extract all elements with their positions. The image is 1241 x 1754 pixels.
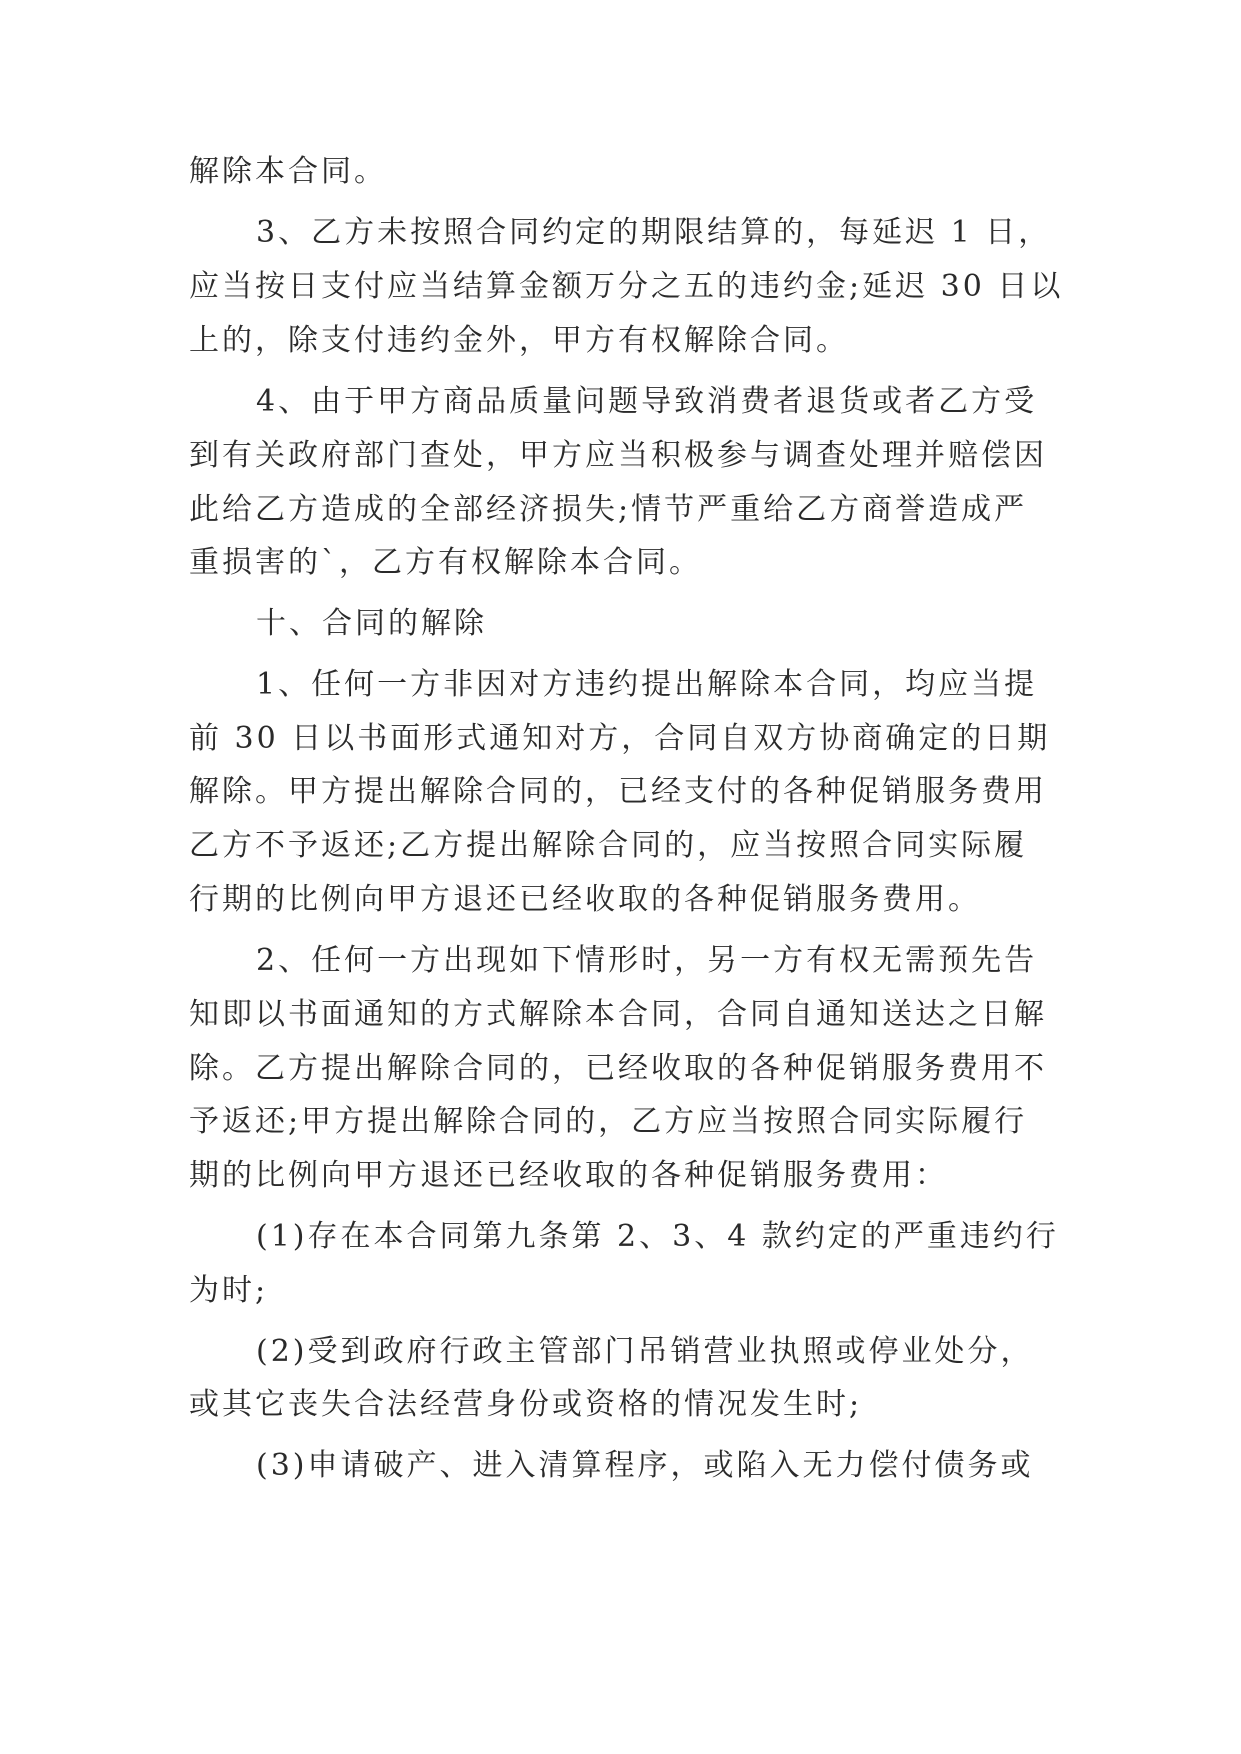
text-line: 3、乙方未按照合同约定的期限结算的，每延迟 1 日， [256, 215, 1052, 250]
text-line: 此给乙方造成的全部经济损失;情节严重给乙方商誉造成严 [189, 492, 1028, 527]
text-line: 解除。甲方提出解除合同的，已经支付的各种促销服务费用 [189, 774, 1047, 809]
text-line: 1、任何一方非因对方违约提出解除本合同，均应当提 [256, 667, 1038, 702]
section-heading: 十、合同的解除 [256, 606, 487, 641]
text-line: (2)受到政府行政主管部门吊销营业执照或停业处分， [256, 1334, 1034, 1369]
text-line: 4、由于甲方商品质量问题导致消费者退货或者乙方受 [256, 384, 1038, 419]
text-line: 2、任何一方出现如下情形时，另一方有权无需预先告 [256, 943, 1038, 978]
text-line: 上的，除支付违约金外，甲方有权解除合同。 [189, 323, 849, 358]
text-line: (1)存在本合同第九条第 2、3、4 款约定的严重违约行 [256, 1219, 1059, 1254]
text-line: (3)申请破产、进入清算程序，或陷入无力偿付债务或 [256, 1448, 1034, 1483]
text-line: 予返还;甲方提出解除合同的，乙方应当按照合同实际履行 [189, 1104, 1028, 1139]
text-line: 前 30 日以书面形式通知对方，合同自双方协商确定的日期 [189, 721, 1051, 756]
text-line: 行期的比例向甲方退还已经收取的各种促销服务费用。 [189, 882, 981, 917]
text-line: 到有关政府部门查处，甲方应当积极参与调查处理并赔偿因 [189, 438, 1047, 473]
text-line: 重损害的`，乙方有权解除本合同。 [189, 545, 702, 580]
text-line: 知即以书面通知的方式解除本合同，合同自通知送达之日解 [189, 997, 1047, 1032]
text-line: 应当按日支付应当结算金额万分之五的违约金;延迟 30 日以 [189, 269, 1064, 304]
text-line: 解除本合同。 [189, 154, 387, 189]
text-line: 或其它丧失合法经营身份或资格的情况发生时; [189, 1387, 863, 1422]
text-line: 为时; [189, 1273, 269, 1308]
text-line: 期的比例向甲方退还已经收取的各种促销服务费用： [189, 1158, 948, 1193]
text-line: 乙方不予返还;乙方提出解除合同的，应当按照合同实际履 [189, 828, 1028, 863]
text-line: 除。乙方提出解除合同的，已经收取的各种促销服务费用不 [189, 1051, 1047, 1086]
